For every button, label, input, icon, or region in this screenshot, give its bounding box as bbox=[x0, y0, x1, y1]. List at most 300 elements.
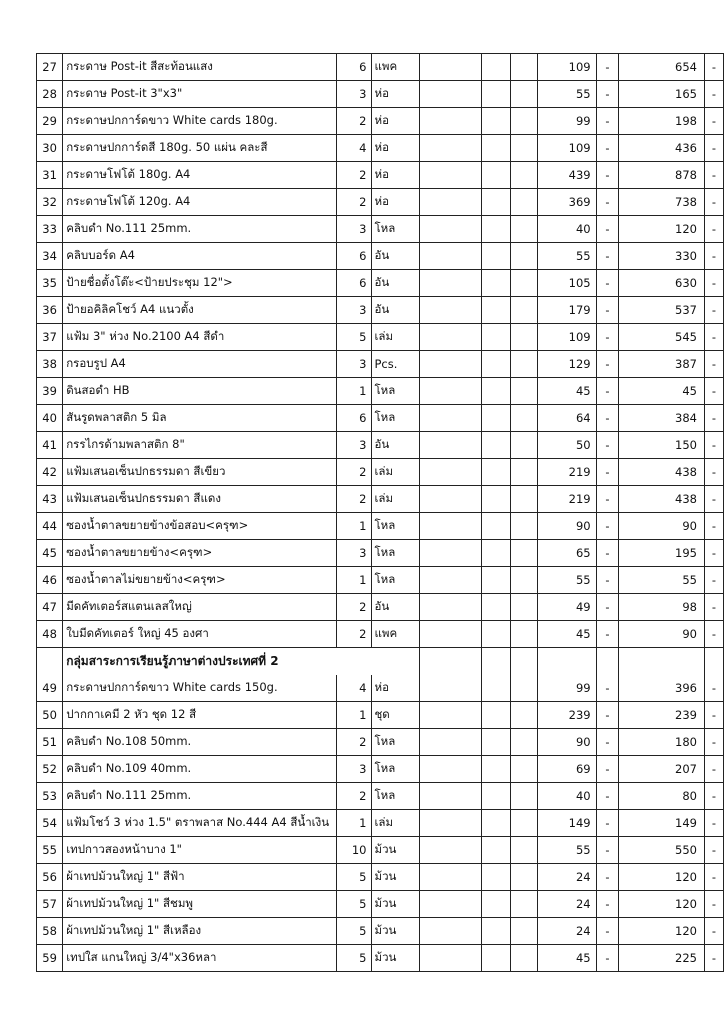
line-total: 150 bbox=[619, 432, 705, 459]
price-dash: - bbox=[596, 243, 619, 270]
item-number: 30 bbox=[37, 135, 63, 162]
item-name: เทปกาวสองหน้าบาง 1" bbox=[63, 837, 336, 864]
line-total: 90 bbox=[619, 513, 705, 540]
item-number: 38 bbox=[37, 351, 63, 378]
item-name: สันรูดพลาสติก 5 มิล bbox=[63, 405, 336, 432]
line-total: 225 bbox=[619, 945, 705, 972]
item-name: เทปใส แกนใหญ่ 3/4"x36หลา bbox=[63, 945, 336, 972]
line-total: 165 bbox=[619, 81, 705, 108]
price-dash: - bbox=[596, 567, 619, 594]
table-row bbox=[37, 945, 724, 972]
item-name: แฟ้ม 3" ห่วง No.2100 A4 สีดำ bbox=[63, 324, 336, 351]
cell-empty bbox=[510, 297, 537, 324]
table-row bbox=[37, 108, 724, 135]
item-quantity: 2 bbox=[336, 108, 371, 135]
item-unit: ชุด bbox=[371, 702, 419, 729]
item-unit: ห่อ bbox=[371, 135, 419, 162]
item-name: ปากกาเคมี 2 หัว ชุด 12 สี bbox=[63, 702, 336, 729]
item-unit: โหล bbox=[371, 729, 419, 756]
item-unit: แพค bbox=[371, 621, 419, 648]
table-row bbox=[37, 216, 724, 243]
total-dash: - bbox=[705, 54, 724, 81]
item-name: ซองน้ำตาลขยายข้างข้อสอบ<ครุฑ> bbox=[63, 513, 336, 540]
table-row bbox=[37, 756, 724, 783]
cell-empty bbox=[482, 324, 511, 351]
cell-empty bbox=[510, 108, 537, 135]
item-unit: ม้วน bbox=[371, 864, 419, 891]
cell-empty bbox=[510, 135, 537, 162]
item-quantity: 6 bbox=[336, 243, 371, 270]
item-quantity: 2 bbox=[336, 459, 371, 486]
table-row bbox=[37, 702, 724, 729]
item-unit: เล่ม bbox=[371, 486, 419, 513]
price-dash: - bbox=[596, 810, 619, 837]
item-quantity: 5 bbox=[336, 324, 371, 351]
item-quantity: 2 bbox=[336, 783, 371, 810]
item-unit: โหล bbox=[371, 567, 419, 594]
item-unit: ม้วน bbox=[371, 918, 419, 945]
item-unit: โหล bbox=[371, 540, 419, 567]
total-dash: - bbox=[705, 783, 724, 810]
cell-empty bbox=[510, 405, 537, 432]
cell-empty bbox=[419, 135, 481, 162]
item-quantity: 1 bbox=[336, 567, 371, 594]
item-name: กระดาษโฟโต้ 180g. A4 bbox=[63, 162, 336, 189]
total-dash: - bbox=[705, 918, 724, 945]
price-dash: - bbox=[596, 675, 619, 702]
unit-price: 40 bbox=[537, 216, 596, 243]
cell-empty bbox=[482, 675, 511, 702]
line-total: 654 bbox=[619, 54, 705, 81]
item-number: 56 bbox=[37, 864, 63, 891]
total-dash: - bbox=[705, 540, 724, 567]
total-dash: - bbox=[705, 729, 724, 756]
item-quantity: 10 bbox=[336, 837, 371, 864]
unit-price: 55 bbox=[537, 837, 596, 864]
unit-price: 129 bbox=[537, 351, 596, 378]
cell-empty bbox=[419, 216, 481, 243]
price-dash: - bbox=[596, 891, 619, 918]
cell-empty bbox=[510, 270, 537, 297]
item-number: 40 bbox=[37, 405, 63, 432]
cell-empty bbox=[482, 567, 511, 594]
item-name: ป้ายอคิลิคโชว์ A4 แนวตั้ง bbox=[63, 297, 336, 324]
unit-price: 219 bbox=[537, 486, 596, 513]
section-heading: กลุ่มสาระการเรียนรู้ภาษาต่างประเทศที่ 2 bbox=[63, 648, 420, 676]
cell-empty bbox=[482, 756, 511, 783]
total-dash: - bbox=[705, 486, 724, 513]
table-row bbox=[37, 513, 724, 540]
cell-empty bbox=[419, 486, 481, 513]
item-unit: ม้วน bbox=[371, 945, 419, 972]
item-unit: ม้วน bbox=[371, 837, 419, 864]
total-dash: - bbox=[705, 945, 724, 972]
item-unit: อัน bbox=[371, 594, 419, 621]
cell-empty bbox=[419, 324, 481, 351]
cell-empty bbox=[482, 270, 511, 297]
cell-empty bbox=[482, 108, 511, 135]
total-dash: - bbox=[705, 405, 724, 432]
table-row bbox=[37, 486, 724, 513]
item-number: 43 bbox=[37, 486, 63, 513]
cell-empty bbox=[37, 648, 63, 676]
cell-empty bbox=[482, 216, 511, 243]
cell-empty bbox=[419, 162, 481, 189]
cell-empty bbox=[482, 81, 511, 108]
total-dash: - bbox=[705, 432, 724, 459]
price-dash: - bbox=[596, 135, 619, 162]
price-dash: - bbox=[596, 189, 619, 216]
price-dash: - bbox=[596, 162, 619, 189]
item-unit: Pcs. bbox=[371, 351, 419, 378]
item-quantity: 2 bbox=[336, 621, 371, 648]
cell-empty bbox=[510, 459, 537, 486]
table-row bbox=[37, 891, 724, 918]
cell-empty bbox=[482, 189, 511, 216]
cell-empty bbox=[482, 54, 511, 81]
line-total: 387 bbox=[619, 351, 705, 378]
line-total: 207 bbox=[619, 756, 705, 783]
cell-empty bbox=[419, 864, 481, 891]
item-number: 46 bbox=[37, 567, 63, 594]
item-name: ดินสอดำ HB bbox=[63, 378, 336, 405]
item-quantity: 2 bbox=[336, 594, 371, 621]
cell-empty bbox=[482, 459, 511, 486]
total-dash: - bbox=[705, 837, 724, 864]
table-row bbox=[37, 810, 724, 837]
item-number: 52 bbox=[37, 756, 63, 783]
table-row bbox=[37, 297, 724, 324]
cell-empty bbox=[482, 918, 511, 945]
item-unit: เล่ม bbox=[371, 810, 419, 837]
item-name: คลิบบอร์ด A4 bbox=[63, 243, 336, 270]
item-name: กรรไกรด้ามพลาสติก 8" bbox=[63, 432, 336, 459]
total-dash: - bbox=[705, 108, 724, 135]
unit-price: 50 bbox=[537, 432, 596, 459]
item-name: กระดาษปกการ์ดขาว White cards 150g. bbox=[63, 675, 336, 702]
item-name: คลิบดำ No.111 25mm. bbox=[63, 216, 336, 243]
item-name: มีดคัทเตอร์สแตนเลสใหญ่ bbox=[63, 594, 336, 621]
price-dash: - bbox=[596, 459, 619, 486]
cell-empty bbox=[510, 432, 537, 459]
item-quantity: 3 bbox=[336, 297, 371, 324]
total-dash: - bbox=[705, 324, 724, 351]
cell-empty bbox=[482, 729, 511, 756]
item-number: 51 bbox=[37, 729, 63, 756]
price-dash: - bbox=[596, 324, 619, 351]
cell-empty bbox=[419, 945, 481, 972]
item-quantity: 1 bbox=[336, 513, 371, 540]
line-total: 550 bbox=[619, 837, 705, 864]
table-row bbox=[37, 351, 724, 378]
item-number: 58 bbox=[37, 918, 63, 945]
cell-empty bbox=[537, 648, 596, 676]
cell-empty bbox=[482, 594, 511, 621]
section-heading-block bbox=[37, 648, 724, 676]
item-quantity: 2 bbox=[336, 189, 371, 216]
cell-empty bbox=[419, 351, 481, 378]
table-row bbox=[37, 54, 724, 81]
unit-price: 369 bbox=[537, 189, 596, 216]
unit-price: 45 bbox=[537, 945, 596, 972]
item-unit: อัน bbox=[371, 270, 419, 297]
line-total: 878 bbox=[619, 162, 705, 189]
item-number: 50 bbox=[37, 702, 63, 729]
price-dash: - bbox=[596, 621, 619, 648]
item-unit: โหล bbox=[371, 405, 419, 432]
unit-price: 65 bbox=[537, 540, 596, 567]
cell-empty bbox=[619, 648, 705, 676]
cell-empty bbox=[419, 756, 481, 783]
cell-empty bbox=[482, 135, 511, 162]
item-quantity: 6 bbox=[336, 54, 371, 81]
item-number: 59 bbox=[37, 945, 63, 972]
cell-empty bbox=[482, 783, 511, 810]
item-name: กระดาษโฟโต้ 120g. A4 bbox=[63, 189, 336, 216]
unit-price: 99 bbox=[537, 108, 596, 135]
total-dash: - bbox=[705, 594, 724, 621]
item-number: 57 bbox=[37, 891, 63, 918]
item-name: ซองน้ำตาลไม่ขยายข้าง<ครุฑ> bbox=[63, 567, 336, 594]
price-dash: - bbox=[596, 783, 619, 810]
cell-empty bbox=[510, 540, 537, 567]
cell-empty bbox=[419, 702, 481, 729]
item-name: คลิบดำ No.111 25mm. bbox=[63, 783, 336, 810]
price-dash: - bbox=[596, 432, 619, 459]
line-total: 120 bbox=[619, 891, 705, 918]
price-dash: - bbox=[596, 918, 619, 945]
item-quantity: 1 bbox=[336, 810, 371, 837]
price-dash: - bbox=[596, 54, 619, 81]
table-body-part-2 bbox=[37, 675, 724, 972]
cell-empty bbox=[419, 540, 481, 567]
unit-price: 109 bbox=[537, 324, 596, 351]
unit-price: 49 bbox=[537, 594, 596, 621]
item-quantity: 6 bbox=[336, 270, 371, 297]
line-total: 396 bbox=[619, 675, 705, 702]
price-dash: - bbox=[596, 540, 619, 567]
cell-empty bbox=[510, 702, 537, 729]
cell-empty bbox=[419, 810, 481, 837]
item-unit: ห่อ bbox=[371, 81, 419, 108]
cell-empty bbox=[482, 810, 511, 837]
unit-price: 105 bbox=[537, 270, 596, 297]
total-dash: - bbox=[705, 270, 724, 297]
price-dash: - bbox=[596, 864, 619, 891]
item-number: 32 bbox=[37, 189, 63, 216]
price-dash: - bbox=[596, 351, 619, 378]
cell-empty bbox=[419, 270, 481, 297]
total-dash: - bbox=[705, 216, 724, 243]
item-name: แฟ้มเสนอเซ็นปกธรรมดา สีเขียว bbox=[63, 459, 336, 486]
cell-empty bbox=[482, 513, 511, 540]
line-total: 384 bbox=[619, 405, 705, 432]
table-row bbox=[37, 243, 724, 270]
cell-empty bbox=[482, 864, 511, 891]
total-dash: - bbox=[705, 567, 724, 594]
unit-price: 24 bbox=[537, 891, 596, 918]
item-unit: อัน bbox=[371, 432, 419, 459]
cell-empty bbox=[510, 675, 537, 702]
cell-empty bbox=[482, 351, 511, 378]
cell-empty bbox=[510, 945, 537, 972]
unit-price: 149 bbox=[537, 810, 596, 837]
item-quantity: 1 bbox=[336, 378, 371, 405]
cell-empty bbox=[419, 621, 481, 648]
item-number: 33 bbox=[37, 216, 63, 243]
line-total: 120 bbox=[619, 864, 705, 891]
cell-empty bbox=[419, 243, 481, 270]
section-heading-row bbox=[37, 648, 724, 676]
price-dash: - bbox=[596, 81, 619, 108]
price-dash: - bbox=[596, 405, 619, 432]
line-total: 120 bbox=[619, 216, 705, 243]
line-total: 195 bbox=[619, 540, 705, 567]
cell-empty bbox=[482, 702, 511, 729]
item-name: แฟ้มเสนอเซ็นปกธรรมดา สีแดง bbox=[63, 486, 336, 513]
item-quantity: 4 bbox=[336, 135, 371, 162]
item-number: 42 bbox=[37, 459, 63, 486]
item-quantity: 6 bbox=[336, 405, 371, 432]
unit-price: 109 bbox=[537, 135, 596, 162]
unit-price: 24 bbox=[537, 864, 596, 891]
cell-empty bbox=[510, 243, 537, 270]
cell-empty bbox=[419, 297, 481, 324]
total-dash: - bbox=[705, 756, 724, 783]
item-name: คลิบดำ No.109 40mm. bbox=[63, 756, 336, 783]
cell-empty bbox=[482, 297, 511, 324]
cell-empty bbox=[419, 891, 481, 918]
price-dash: - bbox=[596, 945, 619, 972]
cell-empty bbox=[510, 891, 537, 918]
line-total: 80 bbox=[619, 783, 705, 810]
total-dash: - bbox=[705, 243, 724, 270]
table-row bbox=[37, 189, 724, 216]
cell-empty bbox=[510, 567, 537, 594]
item-quantity: 5 bbox=[336, 945, 371, 972]
table-row bbox=[37, 270, 724, 297]
item-name: กรอบรูป A4 bbox=[63, 351, 336, 378]
table-row bbox=[37, 594, 724, 621]
line-total: 98 bbox=[619, 594, 705, 621]
unit-price: 24 bbox=[537, 918, 596, 945]
cell-empty bbox=[482, 405, 511, 432]
table-row bbox=[37, 324, 724, 351]
price-dash: - bbox=[596, 216, 619, 243]
cell-empty bbox=[510, 351, 537, 378]
cell-empty bbox=[419, 378, 481, 405]
cell-empty bbox=[419, 405, 481, 432]
item-name: กระดาษ Post-it สีสะท้อนแสง bbox=[63, 54, 336, 81]
cell-empty bbox=[510, 189, 537, 216]
cell-empty bbox=[510, 756, 537, 783]
cell-empty bbox=[419, 189, 481, 216]
item-unit: โหล bbox=[371, 783, 419, 810]
table-row bbox=[37, 405, 724, 432]
table-row bbox=[37, 135, 724, 162]
item-number: 54 bbox=[37, 810, 63, 837]
item-unit: โหล bbox=[371, 756, 419, 783]
item-name: ใบมีดคัทเตอร์ ใหญ่ 45 องศา bbox=[63, 621, 336, 648]
cell-empty bbox=[510, 864, 537, 891]
item-unit: เล่ม bbox=[371, 324, 419, 351]
cell-empty bbox=[482, 621, 511, 648]
item-number: 53 bbox=[37, 783, 63, 810]
table-row bbox=[37, 567, 724, 594]
table-row bbox=[37, 162, 724, 189]
line-total: 90 bbox=[619, 621, 705, 648]
item-number: 37 bbox=[37, 324, 63, 351]
table-row bbox=[37, 729, 724, 756]
cell-empty bbox=[482, 837, 511, 864]
item-quantity: 3 bbox=[336, 351, 371, 378]
cell-empty bbox=[482, 486, 511, 513]
table-row bbox=[37, 459, 724, 486]
cell-empty bbox=[419, 783, 481, 810]
item-unit: เล่ม bbox=[371, 459, 419, 486]
price-dash: - bbox=[596, 729, 619, 756]
cell-empty bbox=[482, 162, 511, 189]
total-dash: - bbox=[705, 891, 724, 918]
cell-empty bbox=[419, 432, 481, 459]
price-dash: - bbox=[596, 702, 619, 729]
cell-empty bbox=[510, 486, 537, 513]
cell-empty bbox=[510, 513, 537, 540]
cell-empty bbox=[419, 918, 481, 945]
line-total: 239 bbox=[619, 702, 705, 729]
total-dash: - bbox=[705, 513, 724, 540]
unit-price: 55 bbox=[537, 567, 596, 594]
table-row bbox=[37, 837, 724, 864]
unit-price: 40 bbox=[537, 783, 596, 810]
cell-empty bbox=[419, 459, 481, 486]
line-total: 45 bbox=[619, 378, 705, 405]
item-number: 41 bbox=[37, 432, 63, 459]
item-name: กระดาษปกการ์ดขาว White cards 180g. bbox=[63, 108, 336, 135]
total-dash: - bbox=[705, 702, 724, 729]
line-total: 330 bbox=[619, 243, 705, 270]
item-name: แฟ้มโชว์ 3 ห่วง 1.5" ตราพลาส No.444 A4 สีน้ำเงิน bbox=[63, 810, 336, 837]
item-unit: ห่อ bbox=[371, 675, 419, 702]
cell-empty bbox=[419, 513, 481, 540]
total-dash: - bbox=[705, 459, 724, 486]
item-quantity: 3 bbox=[336, 432, 371, 459]
line-total: 120 bbox=[619, 918, 705, 945]
item-unit: ห่อ bbox=[371, 162, 419, 189]
item-unit: โหล bbox=[371, 378, 419, 405]
cell-empty bbox=[482, 945, 511, 972]
item-name: ผ้าเทปม้วนใหญ่ 1" สีชมพู bbox=[63, 891, 336, 918]
price-dash: - bbox=[596, 297, 619, 324]
cell-empty bbox=[419, 729, 481, 756]
unit-price: 45 bbox=[537, 378, 596, 405]
item-unit: อัน bbox=[371, 297, 419, 324]
cell-empty bbox=[510, 216, 537, 243]
total-dash: - bbox=[705, 297, 724, 324]
item-unit: โหล bbox=[371, 216, 419, 243]
total-dash: - bbox=[705, 162, 724, 189]
unit-price: 45 bbox=[537, 621, 596, 648]
cell-empty bbox=[510, 594, 537, 621]
item-quantity: 3 bbox=[336, 756, 371, 783]
cell-empty bbox=[510, 837, 537, 864]
line-total: 438 bbox=[619, 459, 705, 486]
cell-empty bbox=[419, 837, 481, 864]
cell-empty bbox=[510, 162, 537, 189]
cell-empty bbox=[419, 108, 481, 135]
item-name: ผ้าเทปม้วนใหญ่ 1" สีฟ้า bbox=[63, 864, 336, 891]
item-number: 45 bbox=[37, 540, 63, 567]
